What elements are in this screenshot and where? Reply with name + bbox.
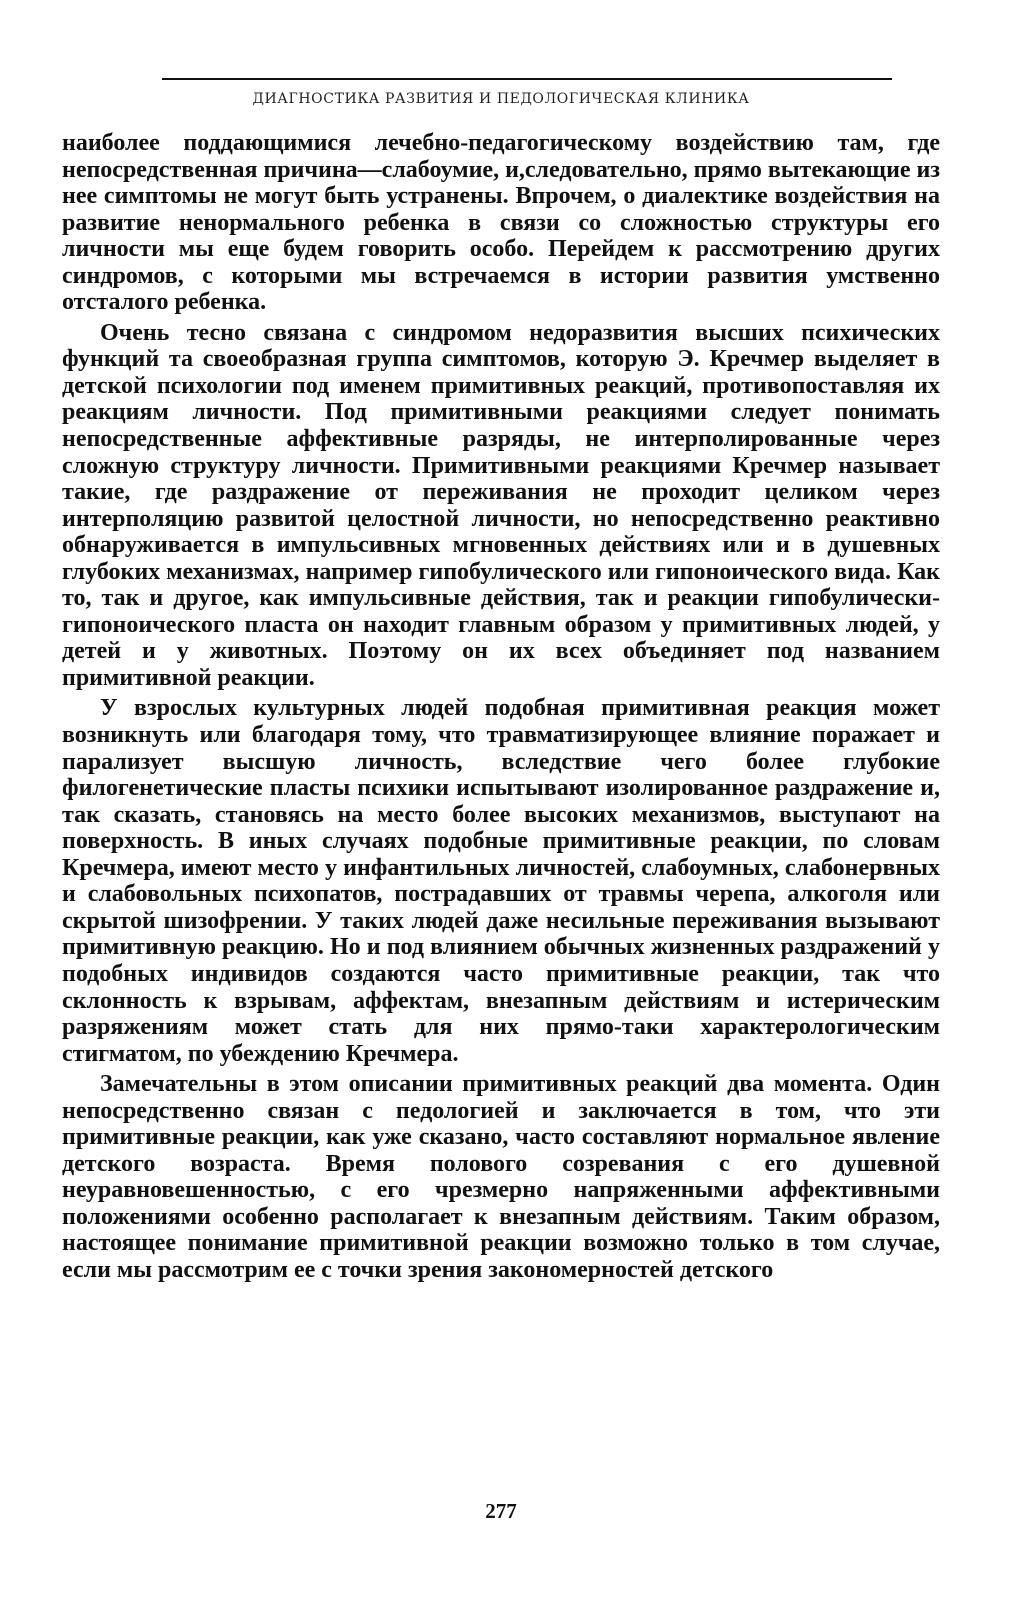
body-text bbox=[62, 130, 940, 1288]
book-page bbox=[62, 0, 940, 1600]
page-number: 277 bbox=[485, 1499, 517, 1523]
paragraph-two-moments: Замечательны в этом описании примитивных реакций два момента. Один непосредственно связан с педологией и заключается в том, что эти примитивные реакции, как уже сказано, часто составляют нормальное явление детского возраста. Время полового созревания с его душевной неуравновешенностью, с его чрезмерно напряженными аффективными положениями особенно располагает к внезапным действиям. Таким образом, настоящее понимание примитивной реакции возможно только в том случае, если мы рассмотрим ее с точки зрения закономерностей детского bbox=[62, 1071, 940, 1283]
paragraph-primitive-reactions: Очень тесно связана с синдромом недоразвития высших психических функций та своеобразная группа симптомов, которую Э. Кречмер выделяет в детской психологии под именем примитивных реакций, противопоставляя их реакциям личности. Под примитивными реакциями следует понимать непосредственные аффективные разряды, не интерполированные через сложную структуру личности. Примитивными реакциями Кречмер называет такие, где раздражение от переживания не проходит целиком через интерполяцию развитой целостной личности, но непосредственно реактивно обнаруживается в импульсивных мгновенных действиях или и в душевных глубоких механизмах, например гипобулического или гипоноического вида. Как то, так и другое, как импульсивные действия, так и реакции гипобулически-гипоноического пласта он находит главным образом у примитивных людей, у детей и у животных. Поэтому он их всех объединяет под названием примитивной реакции. bbox=[62, 319, 940, 691]
paragraph-continuation: наиболее поддающимися лечебно-педагогическому воздействию там, где непосредственная причина—слабоумие, и,следовательно, прямо вытекающие из нее симптомы не могут быть устранены. Впрочем, о диалектике воздействия на развитие ненормального ребенка в связи со сложностью структуры его личности мы еще будем говорить особо. Перейдем к рассмотрению других синдромов, с которыми мы встречаемся в истории развития умственно отсталого ребенка. bbox=[62, 130, 941, 316]
header-rule bbox=[162, 78, 892, 80]
paragraph-adult-reactions: У взрослых культурных людей подобная примитивная реакция может возникнуть или благодаря тому, что травматизирующее влияние поражает и парализует высшую личность, вследствие чего более глубокие филогенетические пласты психики испытывают изолированное раздражение и, так сказать, становясь на место более высоких механизмов, выступают на поверхность. В иных случаях подобные примитивные реакции, по словам Кречмера, имеют место у инфантильных личностей, слабоумных, слабонервных и слабовольных психопатов, пострадавших от травмы черепа, алкоголя или скрытой шизофрении. У таких людей даже несильные переживания вызывают примитивную реакцию. Но и под влиянием обычных жизненных раздражений у подобных индивидов создаются часто примитивные реакции, так что склонность к взрывам, аффектам, внезапным действиям и истерическим разряжениям может стать для них прямо-таки характерологическим стигматом, по убеждению Кречмера. bbox=[62, 695, 940, 1067]
running-head: ДИАГНОСТИКА РАЗВИТИЯ И ПЕДОЛОГИЧЕСКАЯ КЛИНИКА bbox=[252, 91, 750, 107]
